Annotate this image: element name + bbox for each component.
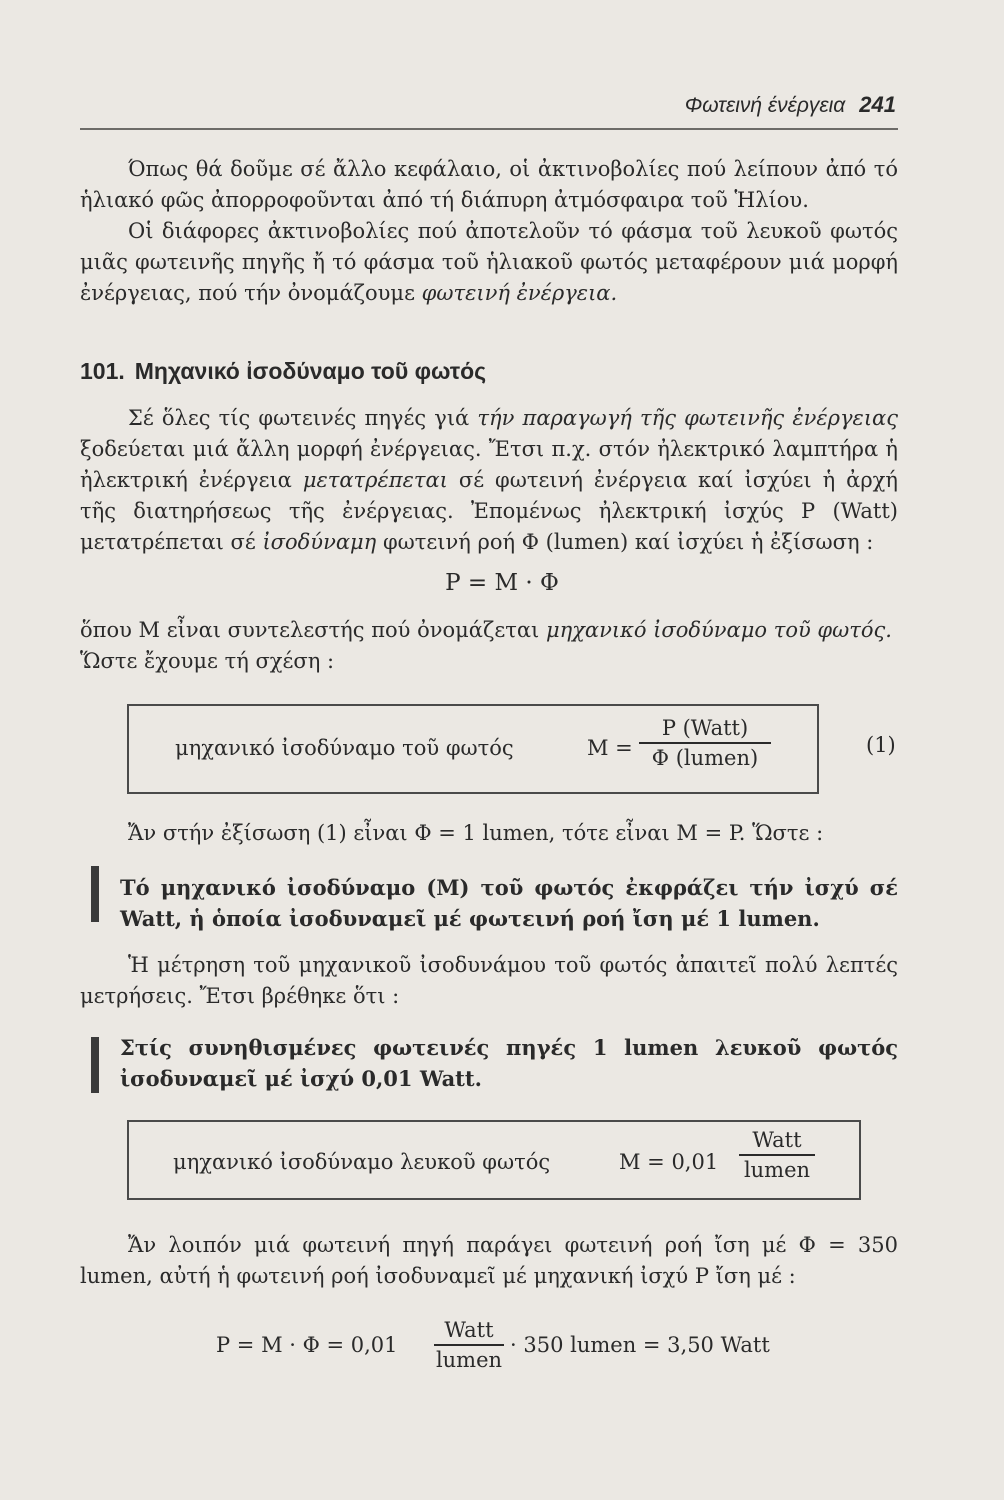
box2-numerator: Watt [752, 1128, 802, 1152]
intro-text-2: Οἱ διάφορες ἀκτινοβολίες πού ἀποτελοῦν τό φάσμα τοῦ λευκοῦ φωτός μιᾶς φωτεινῆς πηγῆς ἤ τό φάσμα τοῦ ἡλιακοῦ φωτός μεταφέρουν μιά μορφή ἐνέργειας, πού τήν ὀνομάζουμε [80, 219, 898, 305]
box2-label: μηχανικό ἰσοδύναμο λευκοῦ φωτός [173, 1150, 551, 1174]
section-title: Μηχανικό ἰσοδύναμο τοῦ φωτός [134, 358, 487, 384]
margin-marker [91, 1037, 99, 1093]
fraction-bar [739, 1154, 815, 1156]
body-paragraph-1 [80, 403, 898, 558]
intro-paragraph-2 [80, 216, 898, 309]
text-run: Στίς συνηθισμένες φωτεινές πηγές 1 lumen λευκοῦ φωτός ἰσοδυναμεῖ μέ ἰσχύ 0,01 Watt. [120, 1035, 898, 1091]
body-paragraph-2 [80, 615, 898, 677]
italic-run: μετατρέπεται [302, 468, 448, 492]
body-paragraph-4 [80, 950, 898, 1012]
header-rule [80, 128, 898, 130]
equation-p-m-phi: P = M · Φ [445, 570, 559, 596]
equation-number: (1) [866, 733, 896, 757]
box1-label: μηχανικό ἰσοδύναμο τοῦ φωτός [175, 736, 514, 760]
box1-numerator: P (Watt) [661, 716, 749, 740]
intro-text-1: Όπως θά δοῦμε σέ ἄλλο κεφάλαιο, οἱ ἀκτινοβολίες πού λείπουν ἀπό τό ἡλιακό φῶς ἀπορροφοῦνται ἀπό τή διάπυρη ἀτμόσφαιρα τοῦ Ἡλίου. [80, 157, 898, 212]
final-eq-numerator: Watt [444, 1318, 494, 1342]
intro-paragraph-1 [80, 154, 898, 216]
final-eq-lhs: P = M · Φ = 0,01 [216, 1333, 398, 1357]
page-number: 241 [859, 92, 896, 117]
italic-run: ἰσοδύναμη [262, 530, 377, 554]
fraction-bar [639, 742, 771, 744]
bold-statement-1 [120, 872, 898, 934]
text-run: φωτεινή ροή Φ (lumen) καί ἰσχύει ἡ ἐξίσωση : [376, 530, 874, 554]
box1-fraction [639, 716, 771, 770]
body-paragraph-5 [80, 1230, 898, 1292]
text-run: σέ φωτεινή ἐνέργεια καί ἰσχύει ἡ ἀρχή τῆς διατηρήσεως τῆς ἐνέργειας. Ἐπομένως ἠλεκτρική ἰσχύς P (Watt) μετατρέπεται σέ [80, 468, 898, 554]
bold-statement-2 [120, 1032, 898, 1094]
box1-lhs: M = [587, 736, 633, 760]
final-eq-denominator: lumen [435, 1348, 503, 1372]
italic-run: τήν παραγωγή τῆς φωτεινῆς ἐνέργειας [477, 406, 898, 430]
text-run: Σέ ὅλες τίς φωτεινές πηγές γιά [128, 406, 478, 430]
text-run: Ἄν στήν ἐξίσωση (1) εἶναι Φ = 1 lumen, τότε εἶναι M = P. Ὥστε : [128, 821, 824, 845]
intro-text-2-italic: φωτεινή ἐνέργεια. [421, 281, 618, 305]
box2-denominator: lumen [743, 1158, 811, 1182]
body-paragraph-3 [80, 818, 898, 849]
text-run: ξοδεύεται μιά ἄλλη μορφή ἐνέργειας. Ἔτσι π.χ. στόν ἠλεκτρικό λαμπτήρα ἡ ἠλεκτρική ἐνέργεια [80, 437, 898, 492]
margin-marker [91, 866, 99, 922]
box2-lhs: M = 0,01 [619, 1150, 719, 1174]
box1-denominator: Φ (lumen) [651, 746, 759, 770]
text-run: ὅπου M εἶναι συντελεστής πού ὀνομάζεται [80, 618, 546, 642]
text-run: Τό μηχανικό ἰσοδύναμο (M) τοῦ φωτός ἐκφράζει τήν ἰσχύ σέ Watt, ἡ ὁποία ἰσοδυναμεῖ μέ φωτεινή ροή ἴση μέ 1 lumen. [120, 875, 898, 931]
header-title: Φωτεινή ένέργεια [684, 94, 846, 117]
section-number: 101. [80, 358, 125, 384]
final-eq-fraction [434, 1318, 504, 1372]
fraction-bar [434, 1344, 504, 1346]
running-header [80, 92, 896, 118]
equation-box-1 [127, 704, 819, 794]
equation-box-2 [127, 1120, 861, 1200]
text-run: Ἡ μέτρηση τοῦ μηχανικοῦ ἰσοδυνάμου τοῦ φωτός ἀπαιτεῖ πολύ λεπτές μετρήσεις. Ἔτσι βρέθηκε ὅτι : [80, 953, 898, 1008]
italic-run: μηχανικό ἰσοδύναμο τοῦ φωτός. [545, 618, 892, 642]
box2-fraction [739, 1128, 815, 1182]
text-run: Ὥστε ἔχουμε τή σχέση : [80, 649, 335, 673]
section-heading [80, 358, 486, 385]
final-eq-rhs: · 350 lumen = 3,50 Watt [510, 1333, 770, 1357]
text-run: Ἄν λοιπόν μιά φωτεινή πηγή παράγει φωτεινή ροή ἴση μέ Φ = 350 lumen, αὐτή ἡ φωτεινή ροή ἰσοδυναμεῖ μέ μηχανική ἰσχύ P ἴση μέ : [80, 1233, 898, 1288]
